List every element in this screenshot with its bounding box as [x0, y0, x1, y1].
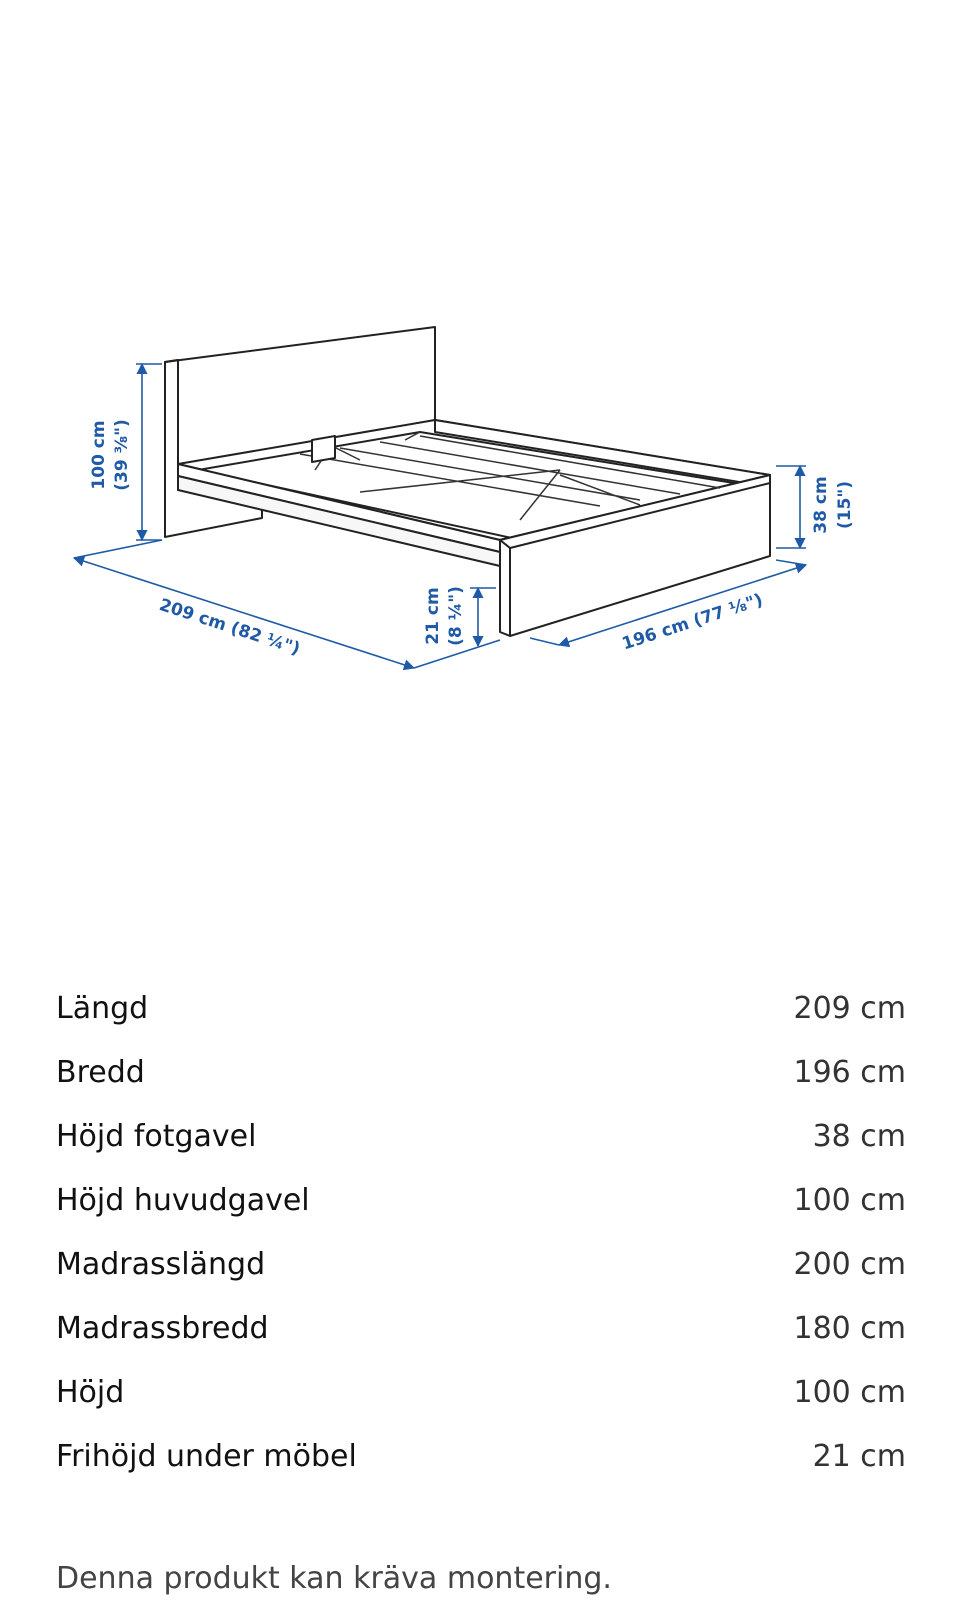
spec-label: Höjd huvudgavel: [56, 1182, 310, 1218]
dim-label-footboard-cm: 38 cm: [811, 476, 831, 534]
spec-row-length: [56, 976, 906, 1040]
spec-value: 200 cm: [793, 1246, 906, 1282]
spec-value: 100 cm: [793, 1182, 906, 1218]
spec-value: 209 cm: [793, 990, 906, 1026]
spec-value: 38 cm: [812, 1118, 906, 1154]
spec-row-footboard-height: [56, 1104, 906, 1168]
spec-row-mattress-length: [56, 1232, 906, 1296]
spec-label: Höjd fotgavel: [56, 1118, 257, 1154]
spec-row-mattress-width: [56, 1296, 906, 1360]
dim-label-length: 209 cm (82 ¼"): [156, 595, 303, 660]
dimension-spec-list: [56, 976, 906, 1488]
spec-value: 100 cm: [793, 1374, 906, 1410]
dim-line-length: [74, 558, 414, 668]
spec-row-headboard-height: [56, 1168, 906, 1232]
spec-label: Höjd: [56, 1374, 125, 1410]
dim-label-clearance-cm: 21 cm: [423, 587, 443, 645]
spec-label: Madrasslängd: [56, 1246, 266, 1282]
spec-label: Madrassbredd: [56, 1310, 269, 1346]
dim-label-headboard-cm: 100 cm: [89, 420, 109, 490]
spec-value: 196 cm: [793, 1054, 906, 1090]
dim-label-width: 196 cm (77 ⅛"): [619, 590, 766, 655]
bed-frame: [165, 327, 770, 636]
spec-label: Frihöjd under möbel: [56, 1438, 357, 1474]
spec-label: Längd: [56, 990, 149, 1026]
dim-label-footboard-inch: (15"): [835, 480, 855, 530]
dim-label-clearance-inch: (8 ¼"): [446, 586, 466, 646]
spec-value: 180 cm: [793, 1310, 906, 1346]
spec-row-width: [56, 1040, 906, 1104]
dim-label-headboard-inch: (39 ⅜"): [112, 419, 132, 491]
spec-value: 21 cm: [812, 1438, 906, 1474]
bed-dimension-diagram: [0, 300, 960, 720]
bed-line-drawing: [0, 300, 960, 720]
spec-row-clearance: [56, 1424, 906, 1488]
slat-bracket: [312, 436, 335, 462]
assembly-note: Denna produkt kan kräva montering.: [56, 1561, 612, 1596]
spec-row-height: [56, 1360, 906, 1424]
spec-label: Bredd: [56, 1054, 145, 1090]
